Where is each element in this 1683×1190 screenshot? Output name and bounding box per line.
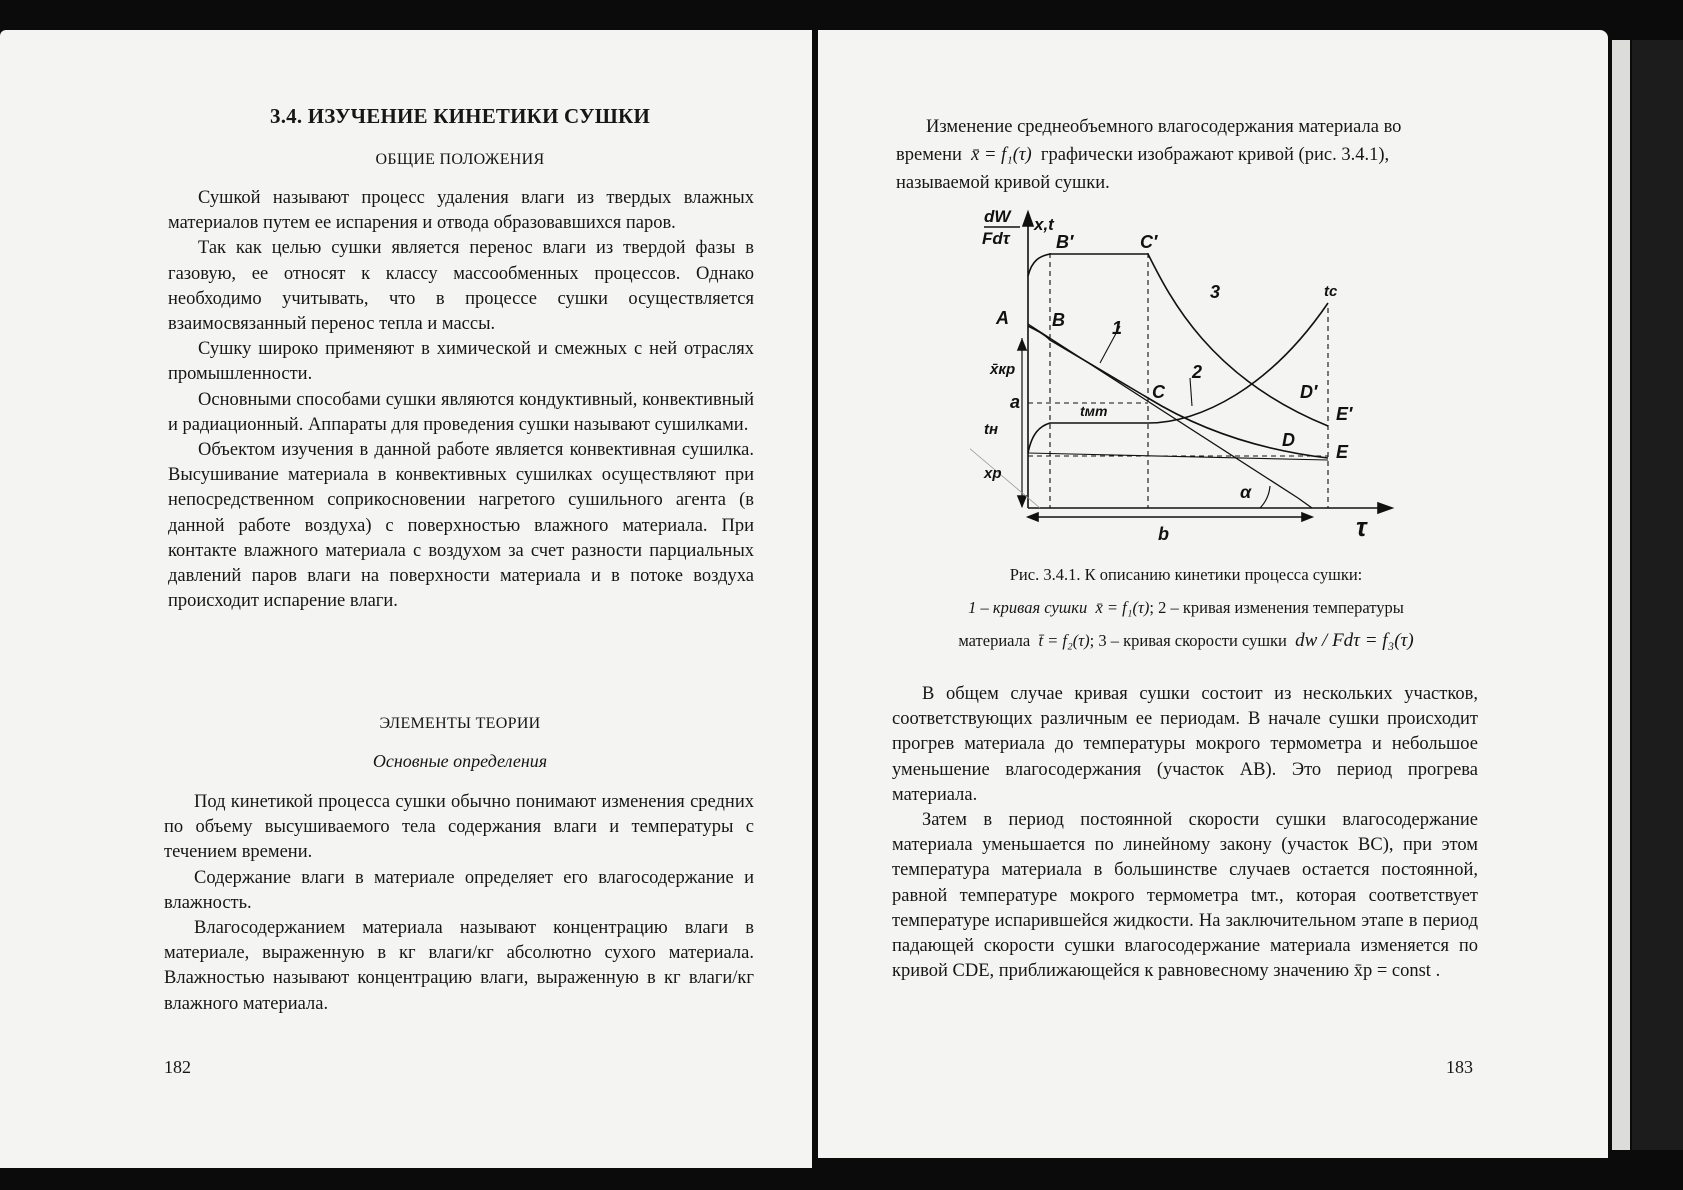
intro-text: [896, 113, 1480, 197]
label-tc: tc: [1324, 283, 1338, 300]
curve-3-drying-rate: [1028, 254, 1328, 426]
section-title: 3.4. ИЗУЧЕНИЕ КИНЕТИКИ СУШКИ: [270, 104, 650, 128]
intro-line-1: Изменение среднеобъемного влагосодержания материала во: [926, 117, 1402, 137]
paragraph: Основными способами сушки являются кондуктивный, конвективный и радиационный. Аппараты для проведения сушки называют сушилками.: [168, 389, 754, 435]
label-alpha: α: [1240, 482, 1252, 502]
formula: dw / Fdτ = f₃(τ): [1295, 630, 1414, 651]
x-axis-label-tau: τ: [1356, 512, 1367, 542]
subsection-heading: Основные определения: [372, 751, 548, 771]
intro-line-2: времени x̄ = f₁(τ) графически изображают кривой (рис. 3.4.1),: [896, 145, 1390, 165]
label-tn: tн: [984, 421, 999, 438]
x-axis-arrow: [1378, 503, 1392, 513]
label-C-prime: C′: [1140, 232, 1158, 252]
y-label-dw: dW: [984, 208, 1011, 226]
theory-text-block: [164, 790, 754, 1017]
paragraph: Так как целью сушки является перенос влаги из твердой фазы в газовую, ее относят к классу массообменных процессов. Однако необходимо учитывать, что в процессе сушки осуществляется взаимосвязанный перенос тепла и массы.: [168, 238, 754, 335]
label-D: D: [1282, 430, 1295, 450]
tangent-line: [1028, 324, 1298, 498]
label-B-prime: B′: [1056, 232, 1074, 252]
book-spine-shadow: [1632, 40, 1683, 1150]
formula: t̄ = f₂(τ): [1038, 631, 1090, 650]
paragraph: Сушку широко применяют в химической и смежных с ней отраслях промышленности.: [168, 339, 754, 385]
page-number-left: 182: [164, 1057, 191, 1077]
label-A: A: [996, 308, 1009, 328]
paragraph: Затем в период постоянной скорости сушки влагосодержание материала уменьшается по линейному закону (участок ВС), при этом температура материала в большинстве случаев остается постоянной, равной температуре мокрого термометра tмт., которая соответствует температуре испарившейся жидкости. На заключительном этапе в период падающей скорости сушки влагосодержание материала изменяется по кривой CDE, приближающейся к равновесному значению x̄р = const .: [892, 810, 1478, 982]
caption-line-3: материала t̄ = f₂(τ); 3 – кривая скорости сушки dw / Fdτ = f₃(τ): [958, 630, 1414, 651]
caption-line-2: 1 – кривая сушки x̄ = f₁(τ); 2 – кривая изменения температуры: [968, 598, 1404, 617]
body-text-block: [892, 682, 1478, 984]
label-curve-2: 2: [1192, 362, 1203, 382]
label-curve-3: 3: [1210, 282, 1221, 302]
figure-caption: [886, 558, 1486, 657]
label-C: C: [1152, 382, 1165, 402]
y-axis-arrow: [1023, 212, 1033, 226]
paragraph: В общем случае кривая сушки состоит из нескольких участков, соответствующих различным ее периодам. В начале сушки происходит прогрев материала до температуры мокрого термометра и небольшое уменьшение влагосодержания (участок АВ). Это период прогрева материала.: [892, 684, 1478, 805]
caption-line-1: Рис. 3.4.1. К описанию кинетики процесса сушки:: [1009, 565, 1363, 584]
label-b: b: [1158, 524, 1169, 544]
y-label-xt: x,t: [1034, 215, 1054, 234]
general-text-block: [168, 186, 754, 614]
label-tmt: tмт: [1080, 403, 1108, 419]
page-number-right: 183: [1446, 1057, 1473, 1077]
section-heading-general: ОБЩИЕ ПОЛОЖЕНИЯ: [375, 151, 545, 168]
label-D-prime: D′: [1300, 382, 1318, 402]
page-edge: [1612, 40, 1630, 1150]
formula: x̄ = f₁(τ): [1095, 598, 1150, 617]
intro-line-3: называемой кривой сушки.: [896, 173, 1110, 193]
label-a: a: [1010, 392, 1021, 412]
paragraph: Влагосодержанием материала называют концентрацию влаги в материале, выраженную в кг влаги/кг абсолютно сухого материала. Влажностью называют концентрацию влаги, выраженную в кг влаги/кг влажного материала.: [164, 918, 754, 1014]
label-xp: xр: [984, 465, 1002, 482]
paragraph: Содержание влаги в материале определяет его влагосодержание и влажность.: [164, 867, 754, 913]
drying-kinetics-figure: [970, 208, 1400, 548]
section-heading-theory: ЭЛЕМЕНТЫ ТЕОРИИ: [379, 715, 541, 732]
curve-2-pointer: [1190, 378, 1192, 406]
paragraph: Сушкой называют процесс удаления влаги из твердых влажных материалов путем ее испарения и отвода образовавшихся паров.: [168, 188, 754, 234]
label-E-prime: E′: [1336, 404, 1353, 424]
paragraph: Объектом изучения в данной работе является конвективная сушилка. Высушивание материала в конвективных сушилках осуществляют при непосредственном соприкосновении нагретого сушильного агента (в данной работе воздуха) с поверхностью влажного материала. При контакте влажного материала с воздухом за счет разности парциальных давлений паров влаги на поверхности материала и в потоке воздуха происходит испарение влаги.: [168, 440, 754, 612]
y-label-fdt: Fdτ: [982, 229, 1010, 248]
label-xkr: x̄кр: [990, 361, 1016, 378]
alpha-arc: [1260, 486, 1270, 508]
formula: x̄ = f₁(τ): [971, 145, 1032, 165]
label-curve-1: 1: [1112, 318, 1123, 338]
label-E: E: [1336, 442, 1349, 462]
paragraph: Под кинетикой процесса сушки обычно понимают изменения средних по объему высушиваемого тела содержания влаги и температуры с течением времени.: [164, 792, 754, 863]
label-B: B: [1052, 310, 1065, 330]
